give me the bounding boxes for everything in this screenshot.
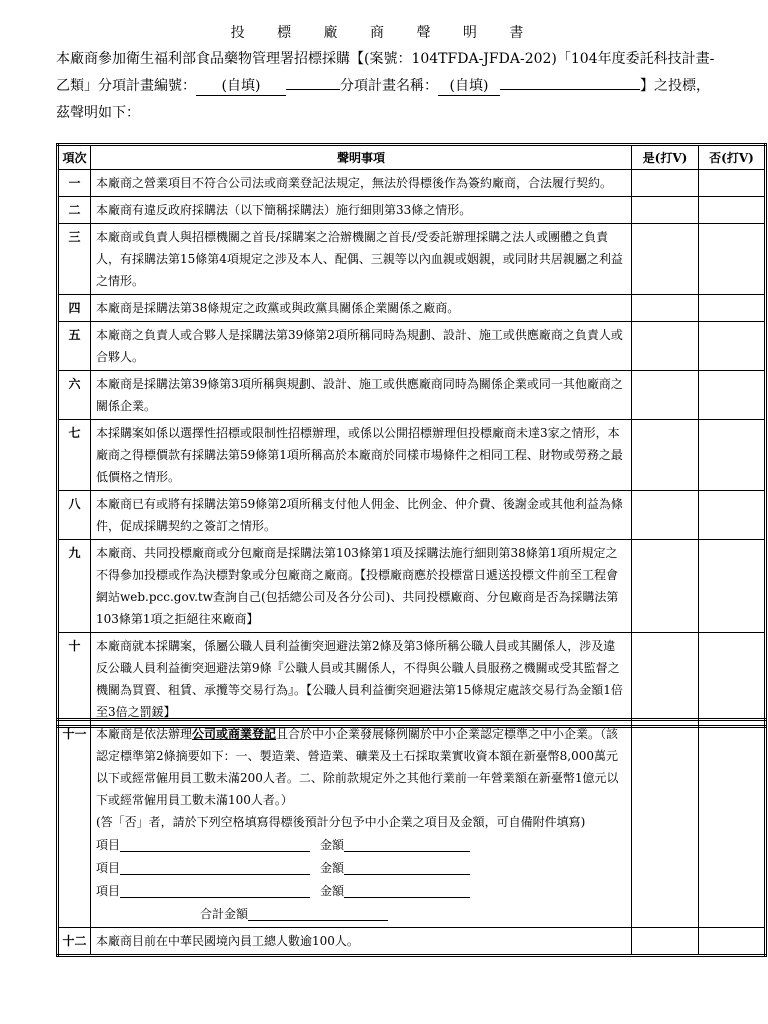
no-checkbox[interactable] [699,295,766,322]
row-text: 本廠商是採購法第38條規定之政黨或與政黨具關係企業關係之廠商。 [91,295,632,322]
row-number: 九 [58,540,91,633]
row-text: 本廠商之營業項目不符合公司法或商業登記法規定，無法於得標後作為簽約廠商，合法履行契約。 [91,170,632,197]
intro-text-1: 本廠商參加衛生福利部食品藥物管理署招標採購【(案號：104TFDA-JFDA-202)「104年度委託科技計畫-乙類」分項計畫編號： [56,51,715,94]
amount-field[interactable] [344,860,470,875]
item-label: 項目 [96,860,121,875]
sme-text-pre: 本廠商是依法辦理 [96,727,193,741]
sme-text-post: 且合於中小企業發展條例關於中小企業認定標準之中小企業。（該認定標準第2條摘要如下：一、製造業、營造業、礦業及土石採取業實收資本額在新臺幣8,000萬元以下或經常僱用員工數未滿200人者。二、除前款規定外之其他行業前一年營業額在新臺幣1億元以下或經常僱用員工數未滿100人者。） [96,727,619,807]
item-label: 項目 [96,883,121,898]
no-checkbox[interactable] [699,491,766,540]
row-text-sme [91,720,632,928]
no-checkbox[interactable] [699,720,766,928]
table-row [58,224,766,295]
row-number: 十一 [58,720,91,928]
row-text: 本廠商之負責人或合夥人是採購法第39條第2項所稱同時為規劃、設計、施工或供應廠商之負責人或合夥人。 [91,322,632,371]
total-field[interactable] [248,906,388,921]
no-checkbox[interactable] [699,420,766,491]
header-no-col: 否(打V) [699,145,766,170]
row-text: 本廠商目前在中華民國境內員工總人數逾100人。 [91,928,632,956]
intro-text-3: 】之投標，茲聲明如下： [56,78,710,121]
yes-checkbox[interactable] [632,224,699,295]
item-field[interactable] [120,837,310,852]
no-checkbox[interactable] [699,224,766,295]
amount-label: 金額 [320,883,345,898]
table-row [58,491,766,540]
row-number: 六 [58,371,91,420]
yes-checkbox[interactable] [632,633,699,727]
table-row [58,322,766,371]
yes-checkbox[interactable] [632,420,699,491]
row-text: 本廠商已有或將有採購法第59條第2項所稱支付他人佣金、比例金、仲介費、後謝金或其他利益為條件，促成採購契約之簽訂之情形。 [91,491,632,540]
table-row [58,540,766,633]
yes-checkbox[interactable] [632,491,699,540]
item-field[interactable] [120,883,310,898]
sme-text-emphasis: 公司或商業登記 [192,727,277,741]
no-checkbox[interactable] [699,322,766,371]
row-number: 二 [58,197,91,224]
row-number: 四 [58,295,91,322]
no-checkbox[interactable] [699,633,766,727]
row-number: 十 [58,633,91,727]
subcontract-line [96,879,626,902]
table-row [58,197,766,224]
yes-checkbox[interactable] [632,720,699,928]
subcontract-line [96,833,626,856]
amount-field[interactable] [344,837,470,852]
project-name-field[interactable]: (自填) [438,77,500,96]
item-field[interactable] [120,860,310,875]
row-text: 本廠商有違反政府採購法（以下簡稱採購法）施行細則第33條之情形。 [91,197,632,224]
row-number: 三 [58,224,91,295]
no-checkbox[interactable] [699,197,766,224]
amount-label: 金額 [320,860,345,875]
intro-text-2: 分項計畫名稱： [340,78,438,94]
row-number: 十二 [58,928,91,956]
no-checkbox[interactable] [699,540,766,633]
row-text: 本採購案如係以選擇性招標或限制性招標辦理，或係以公開招標辦理但投標廠商未達3家之情形，本廠商之得標價款有採購法第59條第1項所稱高於本廠商於同樣市場條件之相同工程、財物或勞務之最低價格之情形。 [91,420,632,491]
yes-checkbox[interactable] [632,322,699,371]
total-line [96,902,626,925]
amount-field[interactable] [344,883,470,898]
total-label: 合計金額 [200,906,249,921]
page-title: 投 標 廠 商 聲 明 書 [230,25,538,41]
project-code-blank[interactable] [286,89,340,90]
item-label: 項目 [96,837,121,852]
row-number: 七 [58,420,91,491]
no-checkbox[interactable] [699,170,766,197]
row-text: 本廠商就本採購案，係屬公職人員利益衝突迴避法第2條及第3條所稱公職人員或其關係人，涉及違反公職人員利益衝突迴避法第9條『公職人員或其關係人，不得與公職人員服務之機關或受其監督之機關為買賣、租賃、承攬等交易行為』。【公職人員利益衝突迴避法第15條規定處該交易行為金額1倍至3倍之罰鍰】 [91,633,632,727]
amount-label: 金額 [320,837,345,852]
yes-checkbox[interactable] [632,371,699,420]
row-number: 五 [58,322,91,371]
table-row [58,420,766,491]
table-row [58,295,766,322]
yes-checkbox[interactable] [632,197,699,224]
row-text: 本廠商或負責人與招標機關之首長/採購案之洽辦機關之首長/受委託辦理採購之法人或團體之負責人，有採購法第15條第4項規定之涉及本人、配偶、三親等以內血親或姻親，或同財共居親屬之利益之情形。 [91,224,632,295]
no-checkbox[interactable] [699,371,766,420]
table-row [58,633,766,727]
intro-paragraph [56,46,716,127]
project-name-blank[interactable] [500,89,640,90]
declaration-table-continued [56,718,767,957]
no-checkbox[interactable] [699,928,766,956]
row-number: 八 [58,491,91,540]
yes-checkbox[interactable] [632,928,699,956]
declaration-table [56,143,767,728]
subcontract-line [96,856,626,879]
sme-note: (答「否」者，請於下列空格填寫得標後預計分包予中小企業之項目及金額，可自備附件填寫) [96,815,586,829]
header-yes: 是(打V) [632,145,699,170]
row-number: 一 [58,170,91,197]
yes-checkbox[interactable] [632,295,699,322]
table-row [58,720,766,928]
yes-checkbox[interactable] [632,540,699,633]
header-no: 項次 [58,145,91,170]
table-row [58,928,766,956]
yes-checkbox[interactable] [632,170,699,197]
table-row [58,371,766,420]
table-row [58,170,766,197]
row-text: 本廠商是採購法第39條第3項所稱與規劃、設計、施工或供應廠商同時為關係企業或同一其他廠商之關係企業。 [91,371,632,420]
sme-declaration [96,723,626,811]
table-header-row [58,145,766,170]
header-item: 聲明事項 [91,145,632,170]
project-code-field[interactable]: (自填) [196,77,286,96]
row-text: 本廠商、共同投標廠商或分包廠商是採購法第103條第1項及採購法施行細則第38條第1項所規定之不得參加投標或作為決標對象或分包廠商之廠商。【投標廠商應於投標當日遞送投標文件前至工程會網站web.pcc.gov.tw查詢自己(包括總公司及各分公司)、共同投標廠商、分包廠商是否為採購法第103條第1項之拒絕往來廠商】 [91,540,632,633]
